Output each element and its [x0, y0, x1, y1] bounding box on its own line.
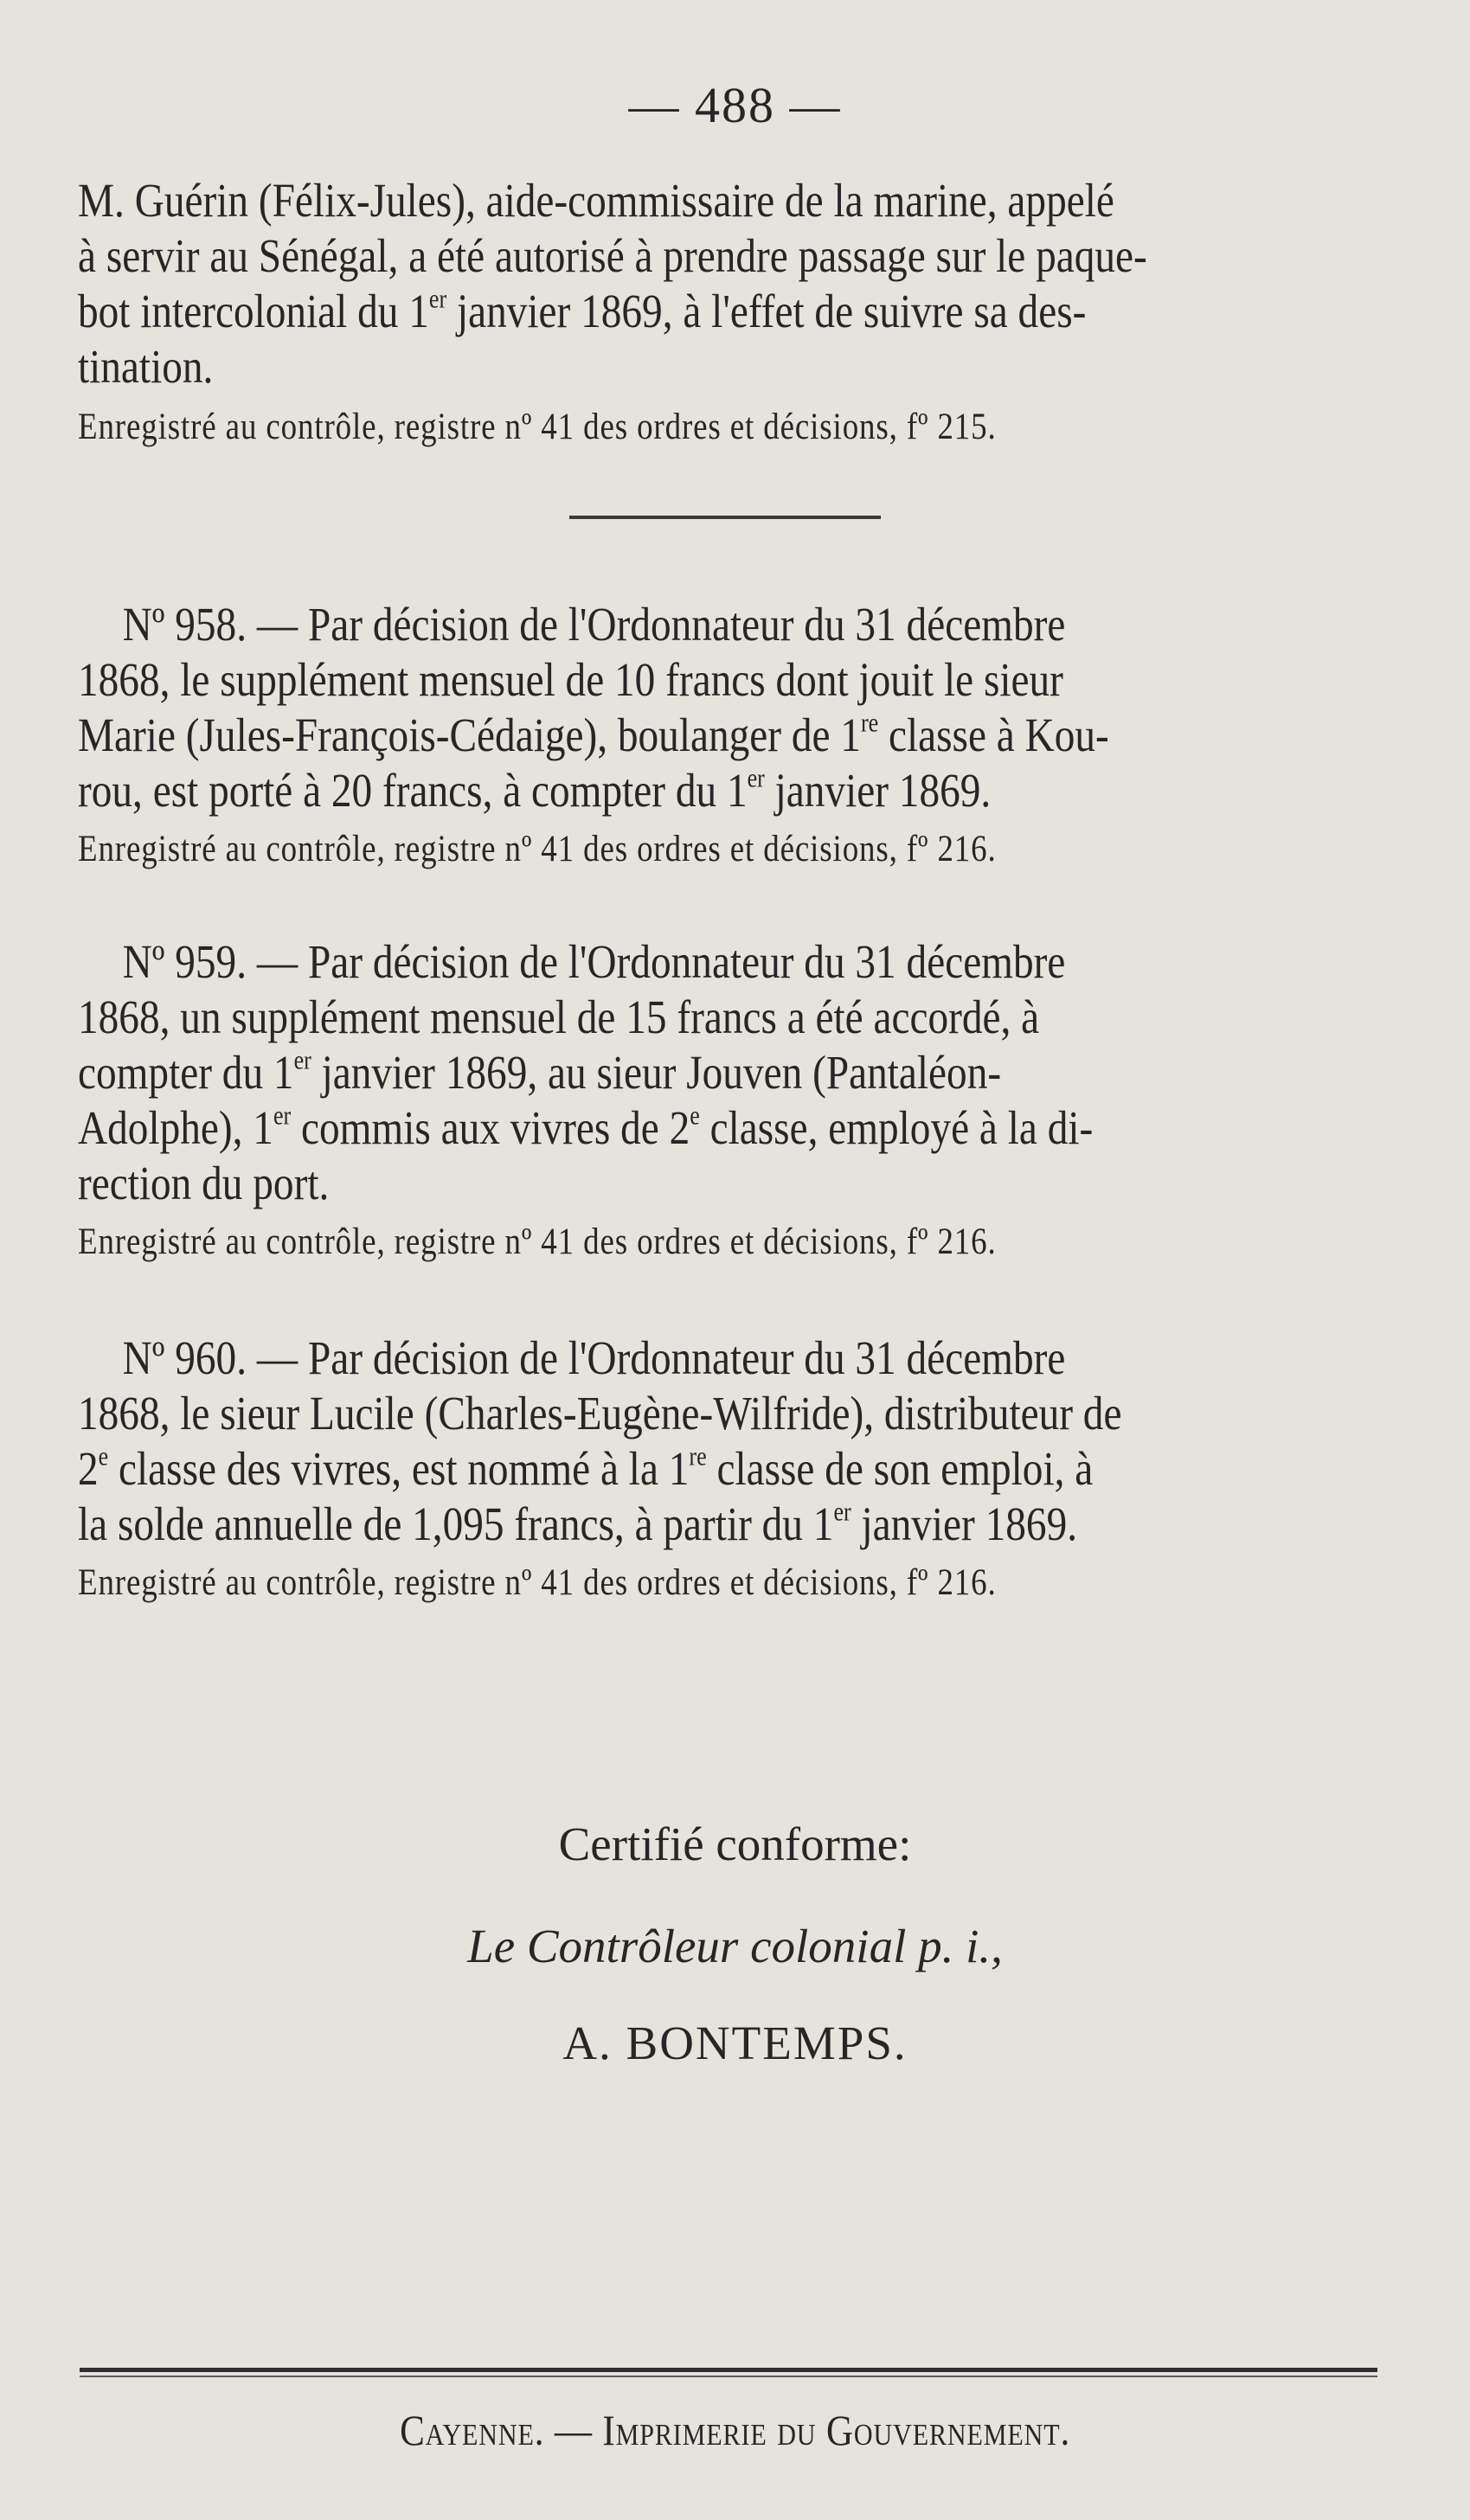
decision-line: Nº 959. — Par décision de l'Ordonnateur du 31 décembre — [122, 935, 1066, 988]
section-separator — [569, 516, 881, 519]
intro-line-4: tination. — [78, 340, 214, 393]
intro-registration: Enregistré au contrôle, registre nº 41 des ordres et décisions, fº 215. — [78, 407, 997, 447]
certification-heading: Certifié conforme: — [558, 1818, 912, 1870]
decision-registration: Enregistré au contrôle, registre nº 41 des ordres et décisions, fº 216. — [78, 829, 997, 869]
decision-registration: Enregistré au contrôle, registre nº 41 des ordres et décisions, fº 216. — [78, 1222, 997, 1262]
printer-imprint: Cayenne. — Imprimerie du Gouvernement. — [400, 2406, 1070, 2454]
decision-entry — [78, 597, 1470, 872]
decision-line: compter du 1er janvier 1869, au sieur Jouven (Pantaléon- — [78, 1045, 1002, 1099]
decision-text — [78, 597, 1391, 818]
decision-entry — [78, 934, 1470, 1265]
intro-paragraph — [78, 173, 1391, 394]
decision-line: Nº 958. — Par décision de l'Ordonnateur du 31 décembre — [122, 598, 1066, 651]
decision-line: Marie (Jules-François-Cédaige), boulanger de 1re classe à Kou- — [78, 708, 1109, 761]
intro-paragraph-block — [78, 173, 1391, 450]
intro-line-1: M. Guérin (Félix-Jules), aide-commissaire de la marine, appelé — [78, 174, 1114, 227]
decision-line: Nº 960. — Par décision de l'Ordonnateur du 31 décembre — [122, 1331, 1066, 1384]
decision-line: rou, est porté à 20 francs, à compter du 1er janvier 1869. — [78, 763, 992, 817]
decision-line: rection du port. — [78, 1157, 330, 1209]
decision-registration: Enregistré au contrôle, registre nº 41 des ordres et décisions, fº 216. — [78, 1562, 997, 1603]
footer-rule — [80, 2368, 1377, 2372]
decision-line: 1868, un supplément mensuel de 15 francs a été accordé, à — [78, 991, 1040, 1043]
decision-entry — [78, 1331, 1470, 1606]
intro-line-3: bot intercolonial du 1er janvier 1869, à l'effet de suivre sa des- — [78, 284, 1087, 337]
intro-line-2: à servir au Sénégal, a été autorisé à prendre passage sur le paque- — [78, 229, 1147, 282]
decision-text — [78, 1331, 1391, 1552]
certification-signatory: A. BONTEMPS. — [562, 2017, 908, 2069]
decision-line: la solde annuelle de 1,095 francs, à partir du 1er janvier 1869. — [78, 1497, 1078, 1550]
decision-line: 2e classe des vivres, est nommé à la 1re classe de son emploi, à — [78, 1441, 1094, 1495]
decision-line: 1868, le supplément mensuel de 10 francs dont jouit le sieur — [78, 653, 1063, 706]
decision-text — [78, 934, 1391, 1211]
footer-rule-thin — [80, 2376, 1377, 2377]
page-number: — 488 — — [628, 77, 842, 133]
decision-line: 1868, le sieur Lucile (Charles-Eugène-Wilfride), distributeur de — [78, 1387, 1122, 1440]
decision-line: Adolphe), 1er commis aux vivres de 2e classe, employé à la di- — [78, 1100, 1094, 1154]
certification-title: Le Contrôleur colonial p. i., — [467, 1920, 1003, 1972]
